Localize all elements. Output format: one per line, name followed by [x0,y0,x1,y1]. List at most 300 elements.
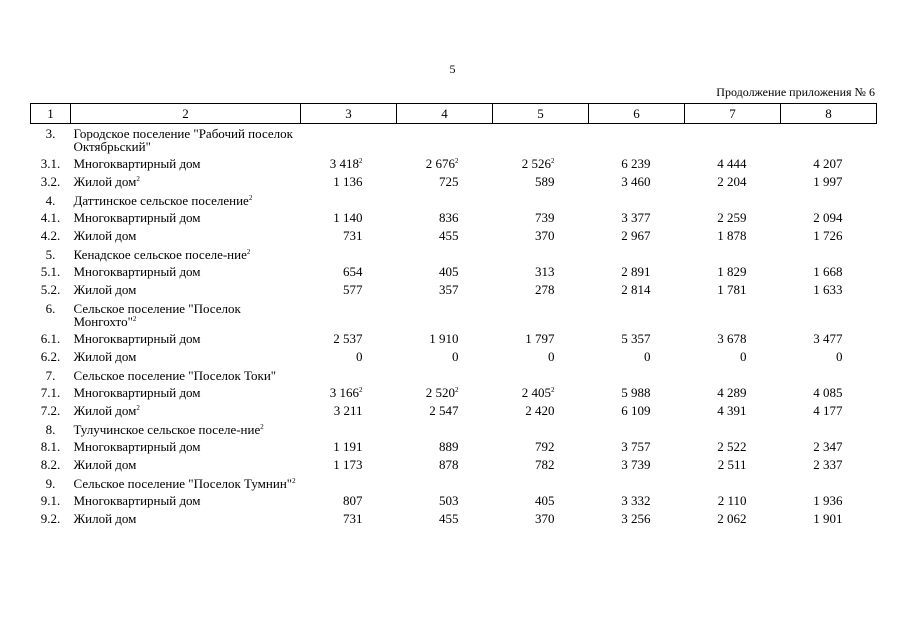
value-text: 2 520 [425,385,455,400]
value-text: 278 [535,282,555,297]
column-header: 5 [493,104,589,124]
value-cell [589,474,685,492]
value-cell [301,348,397,366]
row-name [71,384,301,402]
value-cell [397,348,493,366]
value-cell [301,402,397,420]
value-text: 370 [535,228,555,243]
value-cell [781,510,877,528]
value-text: 3 332 [621,493,651,508]
value-cell [397,227,493,245]
footnote-mark: 2 [246,248,251,256]
value-cell [589,438,685,456]
value-cell [493,330,589,348]
row-name-text: Жилой дом [73,174,137,189]
column-header: 7 [685,104,781,124]
footnote-mark: 2 [551,386,555,394]
value-cell [589,456,685,474]
value-cell [781,124,877,156]
row-name-text: Многоквартирный дом [73,493,201,508]
value-text: 370 [535,511,555,526]
footnote-mark: 2 [136,404,140,412]
value-text: 3 477 [813,331,843,346]
value-cell [781,384,877,402]
value-cell [493,402,589,420]
value-cell [685,263,781,281]
value-text: 782 [535,457,555,472]
value-cell [397,474,493,492]
value-text: 792 [535,439,555,454]
row-number: 3. [45,126,56,141]
value-text: 0 [548,349,555,364]
row-name [71,348,301,366]
value-text: 2 204 [717,174,747,189]
value-cell [781,299,877,330]
value-text: 4 207 [813,156,843,171]
value-cell [397,366,493,384]
value-cell [493,456,589,474]
value-text: 1 901 [813,511,843,526]
value-text: 1 140 [333,210,363,225]
value-cell [493,227,589,245]
value-text: 889 [439,439,459,454]
value-cell [781,191,877,209]
value-text: 1 726 [813,228,843,243]
table-row [31,492,877,510]
value-cell [397,155,493,173]
value-cell [493,474,589,492]
row-name [71,155,301,173]
table-row [31,155,877,173]
row-name-text: Многоквартирный дом [73,264,201,279]
row-name [71,299,301,330]
value-text: 2 526 [521,156,551,171]
value-cell [685,155,781,173]
row-name-text: Многоквартирный дом [73,439,201,454]
value-text: 455 [439,511,459,526]
row-name-text: Тулучинское сельское поселе-ние [73,422,261,437]
column-header: 8 [781,104,877,124]
value-cell [781,456,877,474]
row-name-text: Сельское поселение "Поселок Тумнин" [73,476,293,491]
row-name [71,456,301,474]
value-cell [781,330,877,348]
value-cell [301,263,397,281]
value-cell [301,420,397,438]
table-row [31,173,877,191]
row-number: 9.2. [40,511,61,526]
value-cell [397,492,493,510]
value-text: 577 [343,282,363,297]
value-text: 1 878 [717,228,747,243]
value-cell [685,173,781,191]
value-text: 2 405 [521,385,551,400]
value-text: 1 910 [429,331,459,346]
footnote-mark: 2 [359,157,363,165]
value-cell [685,456,781,474]
value-cell [781,438,877,456]
value-text: 4 085 [813,385,843,400]
value-cell [589,227,685,245]
value-cell [589,366,685,384]
value-text: 1 781 [717,282,747,297]
settlement-row [31,191,877,209]
row-name-text: Сельское поселение "Поселок Токи" [73,368,277,383]
value-text: 455 [439,228,459,243]
value-cell [397,438,493,456]
value-text: 1 936 [813,493,843,508]
value-cell [493,209,589,227]
value-cell [493,299,589,330]
settlement-row [31,366,877,384]
value-cell [397,420,493,438]
value-cell [589,384,685,402]
table-row [31,281,877,299]
value-cell [301,281,397,299]
row-name [71,263,301,281]
value-text: 4 444 [717,156,747,171]
row-name [71,402,301,420]
value-text: 836 [439,210,459,225]
value-cell [493,510,589,528]
table-row [31,263,877,281]
value-cell [301,510,397,528]
value-text: 357 [439,282,459,297]
value-cell [685,402,781,420]
value-cell [493,245,589,263]
value-cell [781,348,877,366]
table-row [31,456,877,474]
value-cell [685,227,781,245]
value-text: 0 [452,349,459,364]
row-name-text: Жилой дом [73,511,137,526]
footnote-mark: 2 [455,386,459,394]
value-text: 4 177 [813,403,843,418]
value-text: 0 [356,349,363,364]
value-cell [685,124,781,156]
value-cell [589,402,685,420]
value-text: 3 211 [333,403,363,418]
row-number: 7.2. [40,403,61,418]
row-name [71,124,301,156]
row-name [71,281,301,299]
value-cell [397,245,493,263]
value-cell [781,492,877,510]
value-cell [781,474,877,492]
value-text: 1 191 [333,439,363,454]
value-cell [685,420,781,438]
value-cell [397,209,493,227]
value-cell [781,366,877,384]
value-cell [781,402,877,420]
value-text: 739 [535,210,555,225]
row-name-text: Сельское поселение "Поселок Монгохто" [73,301,241,329]
row-number: 3.1. [40,156,61,171]
value-cell [781,281,877,299]
value-cell [397,510,493,528]
value-cell [589,330,685,348]
tariff-table [30,103,877,528]
value-cell [589,281,685,299]
footnote-mark: 2 [359,386,363,394]
value-cell [301,209,397,227]
table-row [31,330,877,348]
value-cell [301,492,397,510]
value-cell [301,384,397,402]
value-cell [589,420,685,438]
value-cell [493,173,589,191]
value-cell [589,263,685,281]
footnote-mark: 2 [292,477,296,485]
value-text: 878 [439,457,459,472]
footnote-mark: 2 [136,175,140,183]
table-row [31,209,877,227]
row-name-text: Жилой дом [73,228,137,243]
value-cell [493,191,589,209]
value-text: 1 173 [333,457,363,472]
value-cell [685,384,781,402]
value-cell [589,492,685,510]
row-name-text: Многоквартирный дом [73,331,201,346]
value-cell [781,209,877,227]
value-text: 6 239 [621,156,651,171]
value-text: 3 460 [621,174,651,189]
page-number: 5 [449,62,456,76]
row-name [71,510,301,528]
value-text: 725 [439,174,459,189]
column-header: 4 [397,104,493,124]
value-cell [685,299,781,330]
value-cell [397,281,493,299]
value-cell [493,124,589,156]
value-text: 731 [343,228,363,243]
row-name [71,191,301,209]
value-cell [301,191,397,209]
row-name-text: Городское поселение "Рабочий поселок Октябрьский" [73,126,293,154]
value-text: 2 547 [429,403,459,418]
value-cell [493,263,589,281]
row-number: 9.1. [40,493,61,508]
value-text: 2 537 [333,331,363,346]
row-name [71,173,301,191]
value-cell [589,209,685,227]
row-name-text: Жилой дом [73,457,137,472]
value-text: 405 [535,493,555,508]
value-text: 1 797 [525,331,555,346]
value-text: 2 062 [717,511,747,526]
row-number: 6. [45,301,56,316]
value-cell [301,173,397,191]
footnote-mark: 2 [260,423,264,431]
value-cell [397,173,493,191]
value-cell [589,348,685,366]
table-row [31,510,877,528]
value-cell [589,299,685,330]
value-cell [397,456,493,474]
row-number: 9. [45,476,56,491]
value-text: 2 814 [621,282,651,297]
value-text: 1 829 [717,264,747,279]
value-cell [493,438,589,456]
column-header: 1 [31,104,71,124]
value-text: 4 391 [717,403,747,418]
row-name-text: Жилой дом [73,349,137,364]
settlement-row [31,124,877,156]
value-cell [589,124,685,156]
settlement-row [31,299,877,330]
row-name [71,438,301,456]
value-cell [397,191,493,209]
value-cell [493,384,589,402]
table-row [31,438,877,456]
value-cell [685,281,781,299]
footnote-mark: 2 [248,194,253,202]
value-cell [781,245,877,263]
value-cell [493,366,589,384]
value-cell [589,191,685,209]
value-text: 2 522 [717,439,747,454]
value-cell [685,438,781,456]
row-number: 4.1. [40,210,61,225]
row-name [71,227,301,245]
value-text: 0 [836,349,843,364]
table-row [31,348,877,366]
row-name [71,474,301,492]
value-cell [301,330,397,348]
table-row [31,402,877,420]
value-cell [493,420,589,438]
footnote-mark: 2 [132,315,137,323]
settlement-row [31,420,877,438]
footnote-mark: 2 [551,157,555,165]
value-cell [781,155,877,173]
value-text: 2 891 [621,264,651,279]
value-text: 3 757 [621,439,651,454]
column-header-row [31,104,877,124]
row-number: 3.2. [40,174,61,189]
row-name [71,420,301,438]
value-cell [781,420,877,438]
row-number: 8. [45,422,56,437]
value-text: 2 337 [813,457,843,472]
row-name-text: Многоквартирный дом [73,210,201,225]
column-header: 6 [589,104,685,124]
row-number: 8.2. [40,457,61,472]
value-text: 2 110 [717,493,747,508]
value-text: 2 347 [813,439,843,454]
row-name-text: Жилой дом [73,403,137,418]
row-name-text: Многоквартирный дом [73,156,201,171]
row-name-text: Даттинское сельское поселение [73,193,249,208]
value-text: 654 [343,264,363,279]
row-number: 5.1. [40,264,61,279]
value-text: 3 377 [621,210,651,225]
value-cell [301,474,397,492]
value-cell [493,492,589,510]
value-cell [685,366,781,384]
value-cell [781,173,877,191]
value-text: 1 136 [333,174,363,189]
row-number: 7. [45,368,56,383]
row-number: 4.2. [40,228,61,243]
value-text: 2 676 [425,156,455,171]
row-name-text: Многоквартирный дом [73,385,201,400]
value-text: 5 357 [621,331,651,346]
value-text: 3 678 [717,331,747,346]
value-cell [301,438,397,456]
value-text: 4 289 [717,385,747,400]
value-cell [685,474,781,492]
value-cell [397,402,493,420]
settlement-row [31,474,877,492]
value-cell [685,492,781,510]
value-text: 2 094 [813,210,843,225]
value-cell [685,330,781,348]
value-text: 1 997 [813,174,843,189]
value-cell [589,245,685,263]
row-name [71,366,301,384]
row-number: 6.2. [40,349,61,364]
row-name [71,330,301,348]
row-name [71,209,301,227]
value-cell [685,245,781,263]
value-cell [397,384,493,402]
value-cell [685,348,781,366]
value-text: 6 109 [621,403,651,418]
value-text: 3 166 [329,385,359,400]
value-cell [301,299,397,330]
row-number: 4. [45,193,56,208]
row-number: 6.1. [40,331,61,346]
row-number: 5.2. [40,282,61,297]
row-number: 7.1. [40,385,61,400]
value-cell [301,366,397,384]
settlement-row [31,245,877,263]
value-cell [301,155,397,173]
value-text: 2 259 [717,210,747,225]
row-number: 8.1. [40,439,61,454]
column-header: 2 [71,104,301,124]
value-text: 0 [740,349,747,364]
value-text: 2 420 [525,403,555,418]
value-cell [589,155,685,173]
value-text: 2 511 [717,457,747,472]
value-text: 3 739 [621,457,651,472]
value-text: 1 668 [813,264,843,279]
value-cell [301,124,397,156]
value-cell [301,227,397,245]
row-name [71,492,301,510]
value-cell [397,263,493,281]
value-text: 1 633 [813,282,843,297]
value-cell [301,245,397,263]
value-cell [301,456,397,474]
table-row [31,384,877,402]
value-cell [493,155,589,173]
value-cell [397,124,493,156]
value-cell [589,173,685,191]
value-cell [685,191,781,209]
value-cell [493,348,589,366]
value-text: 2 967 [621,228,651,243]
appendix-caption: Продолжение приложения № 6 [716,85,875,99]
value-text: 0 [644,349,651,364]
value-text: 5 988 [621,385,651,400]
value-cell [493,281,589,299]
value-cell [397,330,493,348]
value-text: 807 [343,493,363,508]
value-cell [685,510,781,528]
